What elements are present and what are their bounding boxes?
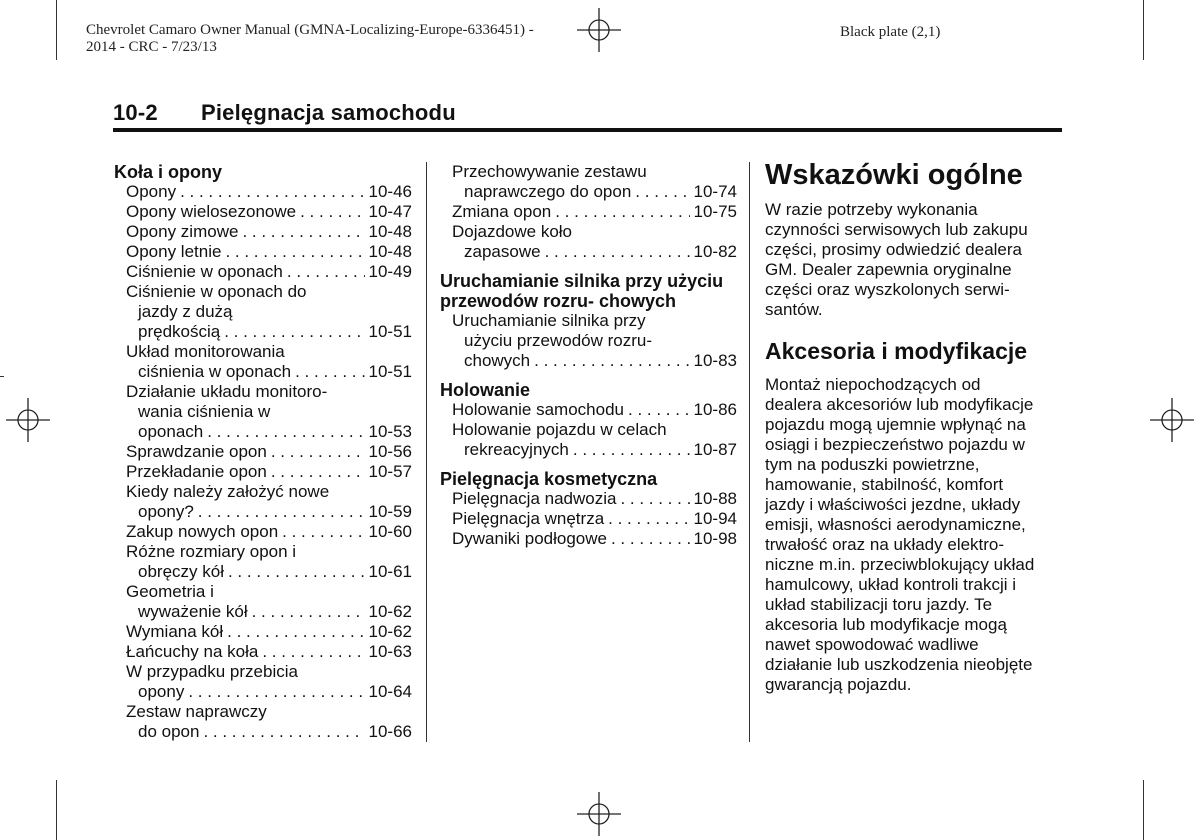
toc-entry[interactable]: [114, 482, 412, 522]
toc-page-number: 10-57: [368, 462, 412, 481]
body-text-line: hamowanie, stabilność, komfort: [765, 475, 1004, 494]
toc-page-number: 10-53: [368, 422, 412, 441]
body-text-line: pojazdu mogą ujemnie wpłynąć na: [765, 415, 1026, 434]
toc-entry-label: prędkością: [138, 322, 221, 341]
toc-section-heading: Pielęgnacja kosmetyczna: [440, 469, 658, 489]
toc-leader-dots: [198, 502, 365, 522]
toc-leader-dots: [300, 202, 364, 222]
registration-mark-right-icon: [1150, 398, 1194, 442]
toc-entry-label: Różne rozmiary opon i: [126, 542, 297, 561]
toc-page-number: 10-63: [368, 642, 412, 661]
toc-page-number: 10-98: [693, 529, 737, 548]
toc-entry-label: Ciśnienie w oponach do: [126, 282, 307, 301]
content-column: [765, 158, 1065, 695]
toc-page-number: 10-75: [693, 202, 737, 221]
toc-entry-label: Uruchamianie silnika przy: [452, 311, 646, 330]
toc-leader-dots: [608, 509, 689, 529]
toc-page-number: 10-62: [368, 622, 412, 641]
toc-leader-dots: [207, 422, 364, 442]
toc-page-number: 10-59: [368, 502, 412, 521]
toc-entry-label: Wymiana kół: [126, 622, 224, 641]
toc-entry[interactable]: [114, 442, 412, 462]
toc-entry[interactable]: [440, 162, 737, 202]
body-text-line: części, prosimy odwiedzić dealera: [765, 240, 1022, 259]
section-heading-general: Wskazówki ogólne: [765, 159, 1023, 191]
page-number: 10-2: [113, 100, 158, 125]
toc-entry[interactable]: [114, 202, 412, 222]
toc-entry[interactable]: [114, 642, 412, 662]
toc-entry-label: W przypadku przebicia: [126, 662, 298, 681]
plate-label: Black plate (2,1): [840, 24, 941, 40]
toc-entry-label: obręczy kół: [138, 562, 224, 581]
toc-entry-label: Geometria i: [126, 582, 214, 601]
toc-page-number: 10-47: [368, 202, 412, 221]
body-text-line: niczne m.in. przeciwblokujący układ: [765, 555, 1035, 574]
toc-leader-dots: [271, 442, 365, 462]
body-text-line: czynności serwisowych lub zakupu: [765, 220, 1028, 239]
toc-entry[interactable]: [440, 202, 737, 222]
body-text-line: tym na poduszki powietrzne,: [765, 455, 980, 474]
toc-entry-label: Łańcuchy na koła: [126, 642, 259, 661]
body-text-line: układ stabilizacji toru jazdy. Te: [765, 595, 993, 614]
toc-page-number: 10-87: [693, 440, 737, 459]
toc-entry-label: Pielęgnacja nadwozia: [452, 489, 617, 508]
toc-leader-dots: [555, 202, 689, 222]
body-text-line: emisji, własności aerodynamiczne,: [765, 515, 1026, 534]
toc-page-number: 10-66: [368, 722, 412, 741]
body-text-line: hamulcowy, układ kontroli trakcji i: [765, 575, 1016, 594]
toc-page-number: 10-74: [693, 182, 737, 201]
toc-leader-dots: [295, 362, 364, 382]
toc-entry-label: Dojazdowe koło: [452, 222, 573, 241]
body-text-line: Montaż niepochodzących od: [765, 375, 981, 394]
toc-entry-label: zapasowe: [464, 242, 541, 261]
toc-leader-dots: [271, 462, 365, 482]
toc-leader-dots: [227, 622, 364, 642]
toc-entry-label: Opony zimowe: [126, 222, 239, 241]
body-text-line: działanie lub uszkodzenia nieobjęte: [765, 655, 1033, 674]
toc-entry-label: Kiedy należy założyć nowe: [126, 482, 330, 501]
toc-section-heading: Koła i opony: [114, 162, 222, 182]
toc-leader-dots: [203, 722, 364, 742]
crop-mark-left: [0, 376, 4, 377]
toc-entry-label: Holowanie samochodu: [452, 400, 624, 419]
toc-entry[interactable]: [440, 222, 737, 262]
crop-mark-bottom-right: [1143, 780, 1144, 840]
toc-entry-label: użyciu przewodów rozru-: [464, 331, 653, 350]
body-text-line: części oraz wyszkolonych serwi-: [765, 280, 1010, 299]
toc-leader-dots: [188, 682, 364, 702]
toc-entry-label: Opony letnie: [126, 242, 222, 261]
toc-entry[interactable]: [114, 622, 412, 642]
toc-leader-dots: [628, 400, 690, 420]
heading-rule: [113, 128, 1062, 132]
toc-entry[interactable]: [440, 489, 737, 509]
body-text-line: W razie potrzeby wykonania: [765, 200, 978, 219]
toc-section-heading: Uruchamianie silnika przy użyciu przewodów rozru- chowych: [440, 271, 724, 311]
body-text-line: santów.: [765, 300, 823, 319]
toc-entry[interactable]: [114, 522, 412, 542]
toc-page-number: 10-86: [693, 400, 737, 419]
body-text-line: jazdy i właściwości jezdne, układy: [765, 495, 1021, 514]
body-text-line: dealera akcesoriów lub modyfikacje: [765, 395, 1034, 414]
toc-leader-dots: [620, 489, 689, 509]
toc-entry-label: wania ciśnienia w: [138, 402, 271, 421]
toc-page-number: 10-94: [693, 509, 737, 528]
toc-entry[interactable]: [114, 262, 412, 282]
toc-column-2: [440, 162, 737, 549]
body-text-line: gwarancją pojazdu.: [765, 675, 912, 694]
toc-entry-label: Zmiana opon: [452, 202, 552, 221]
toc-entry-label: Zestaw naprawczy: [126, 702, 267, 721]
toc-page-number: 10-60: [368, 522, 412, 541]
toc-page-number: 10-62: [368, 602, 412, 621]
toc-entry-label: oponach: [138, 422, 204, 441]
toc-entry[interactable]: [114, 462, 412, 482]
toc-leader-dots: [228, 562, 365, 582]
toc-entry[interactable]: [114, 662, 412, 702]
toc-leader-dots: [282, 522, 364, 542]
toc-entry[interactable]: [440, 311, 737, 371]
toc-entry[interactable]: [114, 342, 412, 382]
toc-entry-label: chowych: [464, 351, 531, 370]
toc-leader-dots: [635, 182, 689, 202]
toc-entry[interactable]: [114, 282, 412, 342]
registration-mark-left-icon: [6, 398, 50, 442]
print-job-line1: Chevrolet Camaro Owner Manual (GMNA-Localizing-Europe-6336451) -: [86, 22, 534, 38]
toc-leader-dots: [534, 351, 689, 371]
toc-entry[interactable]: [440, 400, 737, 420]
toc-leader-dots: [242, 222, 364, 242]
toc-entry-label: opony?: [138, 502, 194, 521]
toc-entry-label: Holowanie pojazdu w celach: [452, 420, 667, 439]
registration-mark-top-icon: [577, 8, 621, 52]
toc-page-number: 10-46: [368, 182, 412, 201]
column-divider-1: [426, 162, 427, 742]
toc-entry-label: Przechowywanie zestawu: [452, 162, 647, 181]
section-body-accessories: [765, 375, 1065, 695]
toc-leader-dots: [225, 242, 364, 262]
toc-page-number: 10-83: [693, 351, 737, 370]
print-job-line2: 2014 - CRC - 7/23/13: [86, 39, 217, 55]
toc-page-number: 10-61: [368, 562, 412, 581]
toc-page-number: 10-88: [693, 489, 737, 508]
toc-entry-label: Układ monitorowania: [126, 342, 285, 361]
toc-leader-dots: [545, 242, 690, 262]
toc-section-heading: Holowanie: [440, 380, 531, 400]
section-body-general: [765, 200, 1065, 320]
toc-page-number: 10-51: [368, 362, 412, 381]
toc-entry-label: rekreacyjnych: [464, 440, 569, 459]
toc-page-number: 10-51: [368, 322, 412, 341]
toc-entry-label: ciśnienia w oponach: [138, 362, 292, 381]
crop-mark-bottom-left: [56, 780, 57, 840]
toc-entry-label: Ciśnienie w oponach: [126, 262, 283, 281]
toc-entry-label: Dywaniki podłogowe: [452, 529, 607, 548]
toc-leader-dots: [252, 602, 365, 622]
crop-mark-top-left: [56, 0, 57, 60]
toc-page-number: 10-56: [368, 442, 412, 461]
toc-leader-dots: [262, 642, 364, 662]
toc-entry-label: opony: [138, 682, 185, 701]
toc-column-1: [114, 162, 412, 742]
toc-entry-label: Sprawdzanie opon: [126, 442, 267, 461]
toc-entry-label: do opon: [138, 722, 200, 741]
toc-entry[interactable]: [114, 542, 412, 582]
toc-entry[interactable]: [440, 509, 737, 529]
toc-entry-label: Przekładanie opon: [126, 462, 267, 481]
section-heading-accessories: Akcesoria i modyfikacje: [765, 338, 1028, 364]
toc-leader-dots: [180, 182, 364, 202]
toc-entry-label: jazdy z dużą: [138, 302, 233, 321]
body-text-line: trwałość oraz na układy elektro-: [765, 535, 1005, 554]
toc-entry-label: Opony wielosezonowe: [126, 202, 297, 221]
page-heading: [113, 100, 456, 126]
toc-entry[interactable]: [114, 702, 412, 742]
column-divider-2: [749, 162, 750, 742]
toc-entry-label: Opony: [126, 182, 177, 201]
toc-entry[interactable]: [440, 529, 737, 549]
toc-leader-dots: [224, 322, 364, 342]
body-text-line: akcesoria lub modyfikacje mogą: [765, 615, 1007, 634]
toc-page-number: 10-49: [368, 262, 412, 281]
crop-mark-top-right: [1143, 0, 1144, 60]
toc-leader-dots: [611, 529, 690, 549]
toc-entry[interactable]: [114, 582, 412, 622]
toc-entry-label: naprawczego do opon: [464, 182, 632, 201]
toc-page-number: 10-82: [693, 242, 737, 261]
toc-leader-dots: [287, 262, 365, 282]
toc-entry[interactable]: [440, 420, 737, 460]
body-text-line: osiągi i bezpieczeństwo pojazdu w: [765, 435, 1025, 454]
toc-page-number: 10-48: [368, 222, 412, 241]
toc-entry-label: Zakup nowych opon: [126, 522, 279, 541]
toc-page-number: 10-64: [368, 682, 412, 701]
toc-page-number: 10-48: [368, 242, 412, 261]
toc-leader-dots: [573, 440, 690, 460]
toc-entry-label: Działanie układu monitoro-: [126, 382, 328, 401]
toc-entry[interactable]: [114, 382, 412, 442]
chapter-title: Pielęgnacja samochodu: [201, 100, 456, 125]
toc-entry[interactable]: [114, 242, 412, 262]
registration-mark-bottom-icon: [577, 792, 621, 836]
toc-entry-label: wyważenie kół: [138, 602, 248, 621]
body-text-line: GM. Dealer zapewnia oryginalne: [765, 260, 1012, 279]
toc-entry[interactable]: [114, 222, 412, 242]
toc-entry[interactable]: [114, 182, 412, 202]
toc-entry-label: Pielęgnacja wnętrza: [452, 509, 605, 528]
body-text-line: nawet spowodować wadliwe: [765, 635, 979, 654]
